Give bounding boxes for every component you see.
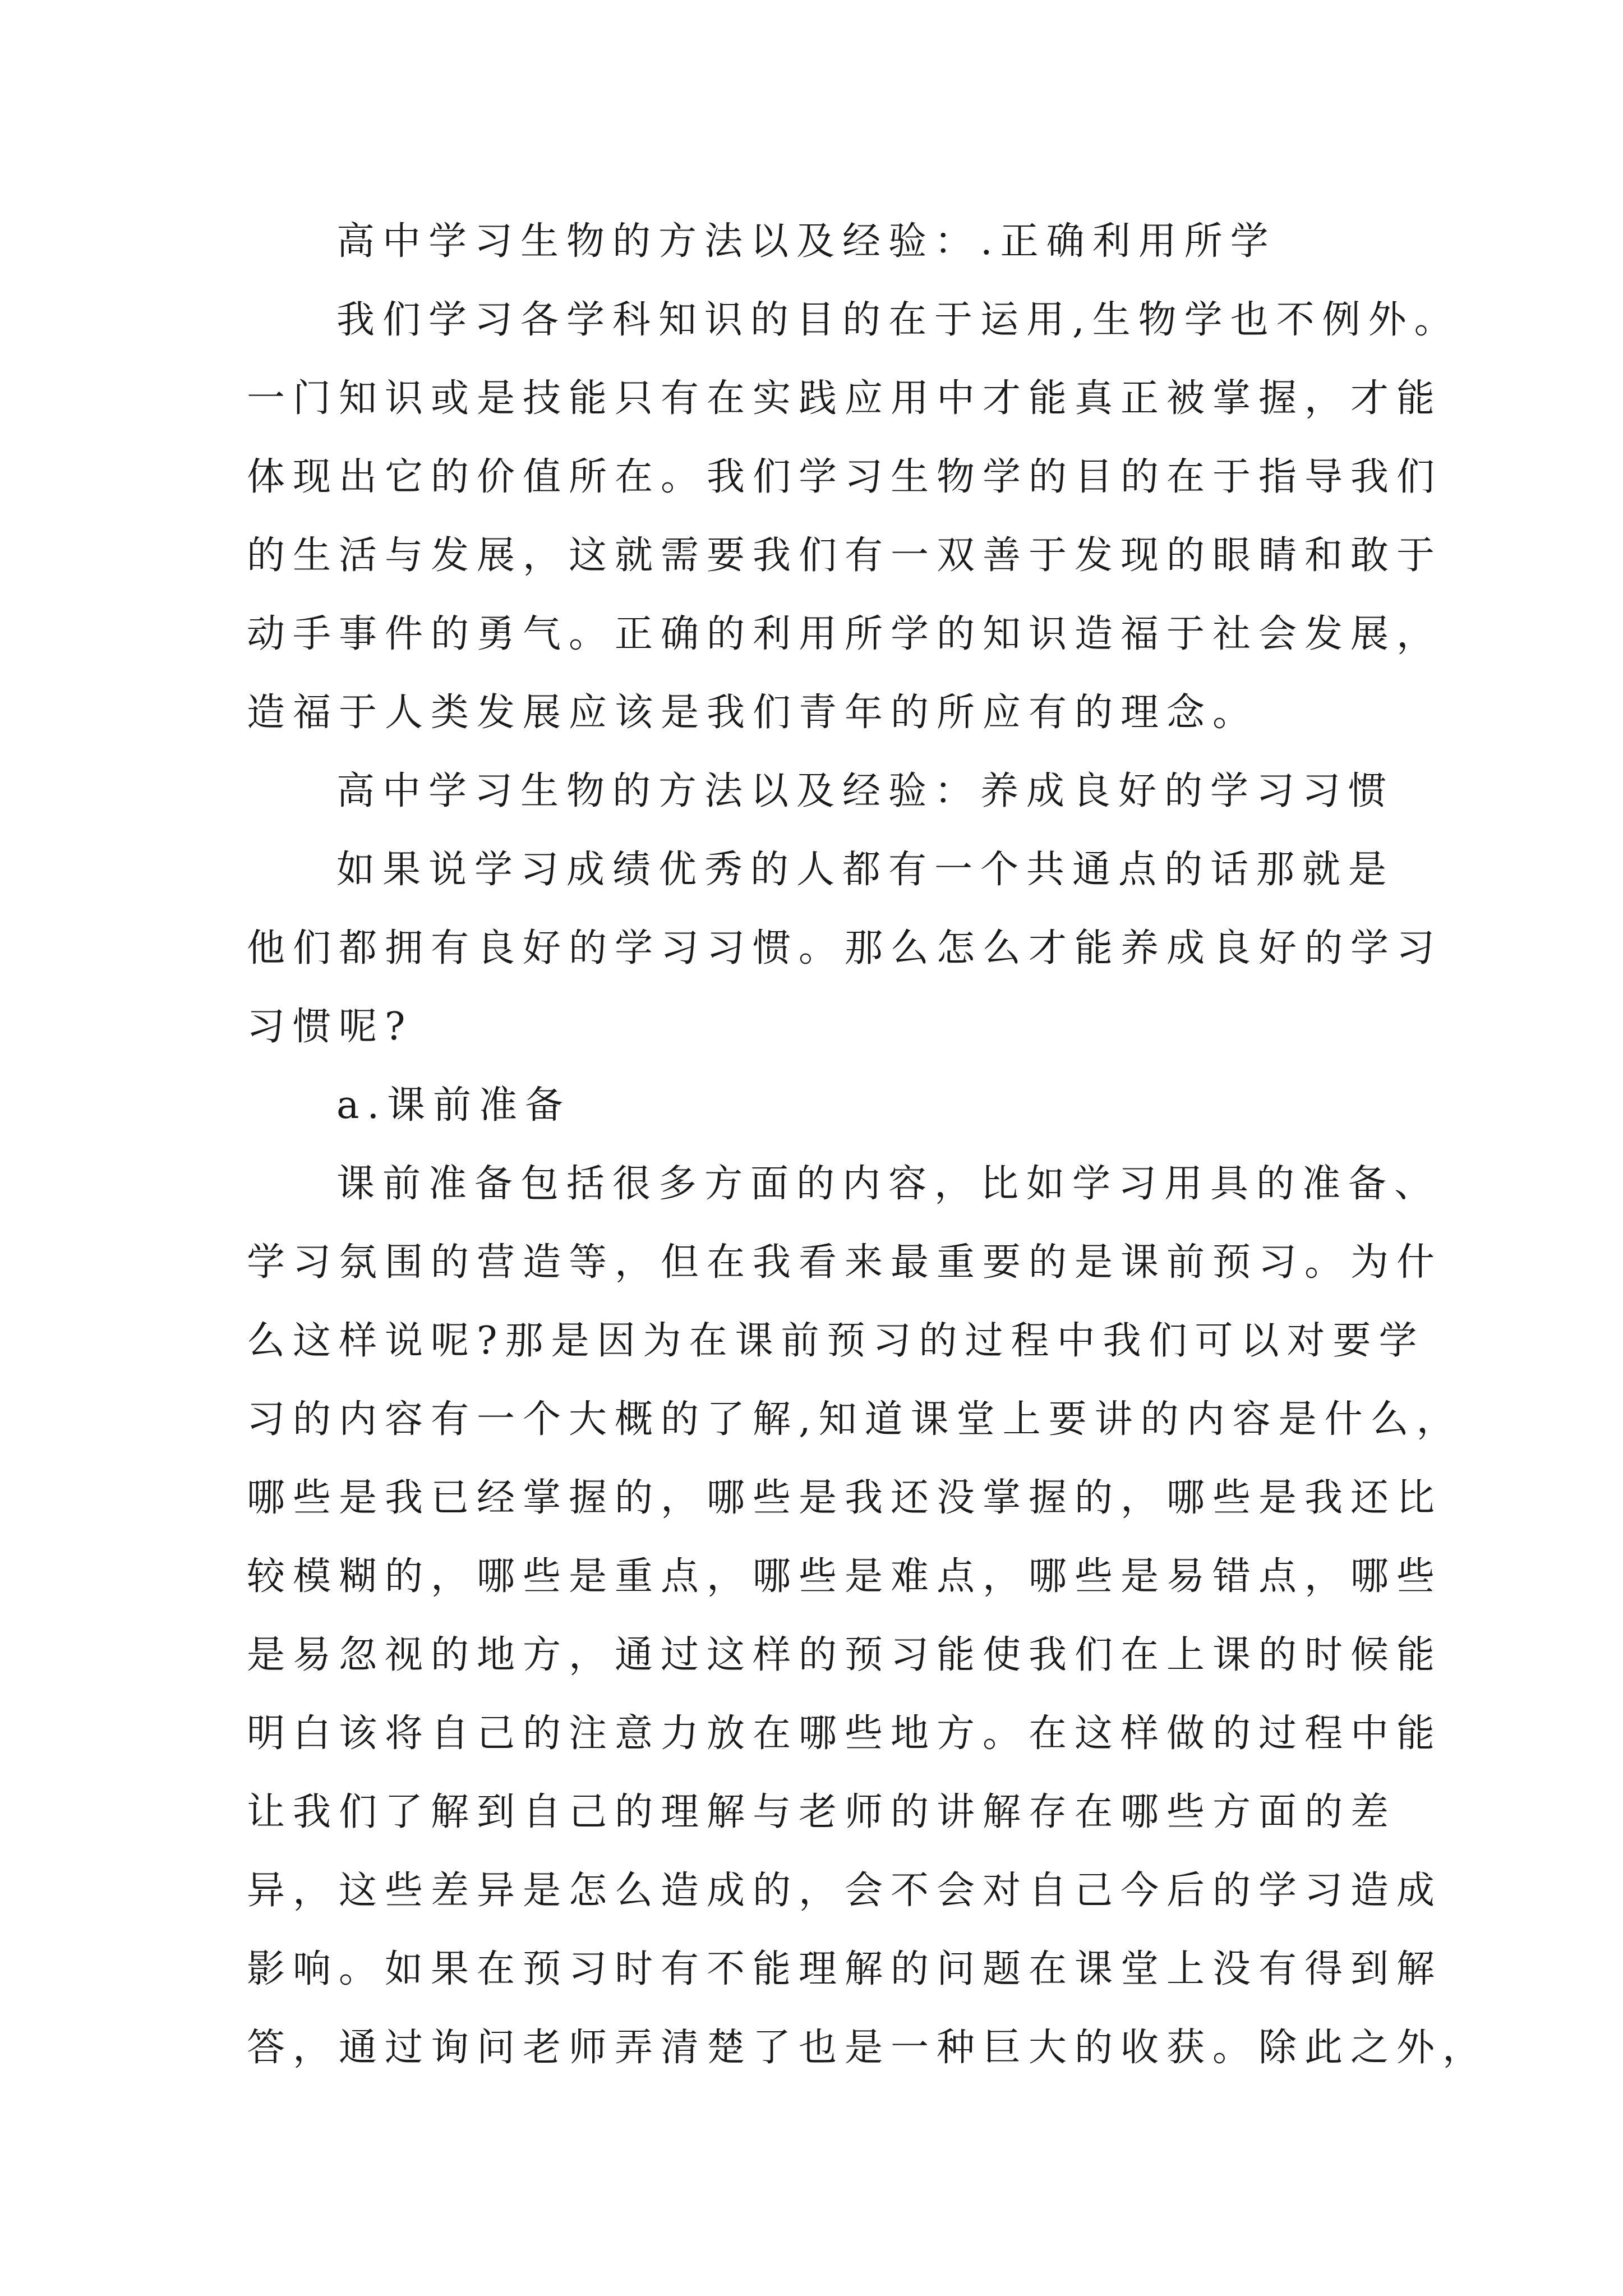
paragraph-line: 如果说学习成绩优秀的人都有一个共通点的话那就是 [336, 848, 1395, 892]
paragraph-line: 一门知识或是技能只有在实践应用中才能真正被掌握，才能 [247, 376, 1443, 421]
paragraph-line: 他们都拥有良好的学习习惯。那么怎么才能养成良好的学习 [247, 926, 1443, 970]
paragraph-line: 明白该将自己的注意力放在哪些地方。在这样做的过程中能 [247, 1711, 1443, 1756]
paragraph-line: 影响。如果在预习时有不能理解的问题在课堂上没有得到解 [247, 1947, 1443, 1991]
paragraph-line: 我们学习各学科知识的目的在于运用,生物学也不例外。 [336, 298, 1460, 342]
paragraph-line: 答，通过询问老师弄清楚了也是一种巨大的收获。除此之外， [247, 2026, 1489, 2070]
paragraph-line: 学习氛围的营造等，但在我看来最重要的是课前预习。为什 [247, 1240, 1443, 1285]
paragraph-line: 造福于人类发展应该是我们青年的所应有的理念。 [247, 691, 1259, 735]
paragraph-line: 课前准备包括很多方面的内容，比如学习用具的准备、 [336, 1162, 1441, 1206]
paragraph-line: 哪些是我已经掌握的，哪些是我还没掌握的，哪些是我还比 [247, 1476, 1443, 1520]
paragraph-line: 动手事件的勇气。正确的利用所学的知识造福于社会发展， [247, 612, 1443, 656]
paragraph-line: 是易忽视的地方，通过这样的预习能使我们在上课的时候能 [247, 1633, 1443, 1677]
subheading-preclass-prep: a.课前准备 [336, 1083, 571, 1128]
paragraph-line: 习惯呢? [247, 1005, 413, 1049]
paragraph-line: 的生活与发展，这就需要我们有一双善于发现的眼睛和敢于 [247, 533, 1443, 578]
heading-correct-use: 高中学习生物的方法以及经验：.正确利用所学 [336, 219, 1276, 264]
heading-good-habits: 高中学习生物的方法以及经验：养成良好的学习习惯 [336, 769, 1395, 813]
paragraph-line: 较模糊的，哪些是重点，哪些是难点，哪些是易错点，哪些 [247, 1554, 1443, 1599]
paragraph-line: 习的内容有一个大概的了解,知道课堂上要讲的内容是什么， [247, 1397, 1463, 1442]
paragraph-line: 体现出它的价值所在。我们学习生物学的目的在于指导我们 [247, 455, 1443, 499]
paragraph-line: 异，这些差异是怎么造成的，会不会对自己今后的学习造成 [247, 1869, 1443, 1913]
paragraph-line: 让我们了解到自己的理解与老师的讲解存在哪些方面的差 [247, 1790, 1397, 1834]
paragraph-line: 么这样说呢?那是因为在课前预习的过程中我们可以对要学 [247, 1319, 1425, 1363]
